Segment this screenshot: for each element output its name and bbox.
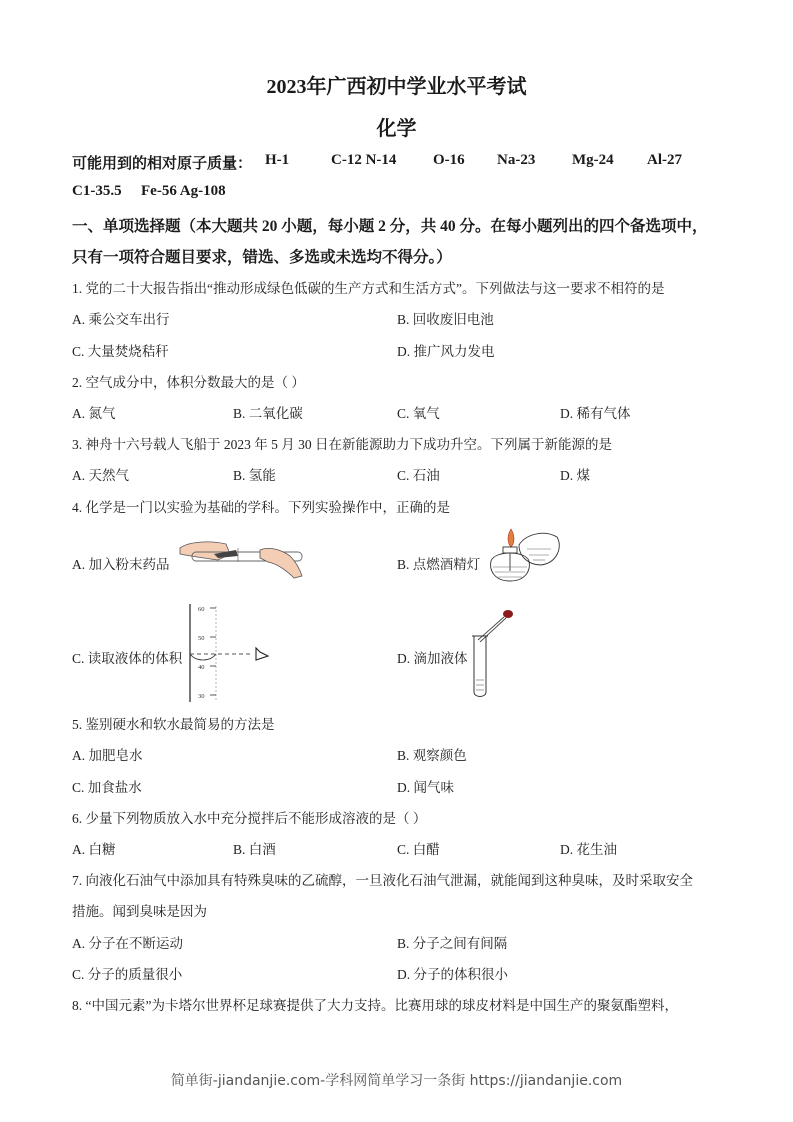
question-6-option-d: D. 花生油 xyxy=(560,842,617,857)
exam-title: 2023年广西初中学业水平考试 xyxy=(266,76,527,98)
graduated-cylinder-illustration xyxy=(186,604,276,702)
question-6-option-b: B. 白酒 xyxy=(233,842,276,857)
question-4-option-d: D. 滴加液体 xyxy=(397,651,468,666)
question-7-option-c: C. 分子的质量很小 xyxy=(72,967,183,982)
question-3-option-d: D. 煤 xyxy=(560,468,590,483)
dropper-test-tube-illustration xyxy=(472,606,520,700)
atomic-mass-na: Na-23 xyxy=(497,152,536,168)
question-5-option-d: D. 闻气味 xyxy=(397,780,454,795)
question-7-option-d: D. 分子的体积很小 xyxy=(397,967,508,982)
question-2-option-d: D. 稀有气体 xyxy=(560,406,631,421)
atomic-mass-label: 可能用到的相对原子质量： xyxy=(72,156,253,172)
question-2-option-c: C. 氧气 xyxy=(397,406,440,421)
question-6-option-a: A. 白糖 xyxy=(72,842,116,857)
question-1-option-c: C. 大量焚烧秸秆 xyxy=(72,344,169,359)
atomic-mass-c-n: C-12 N-14 xyxy=(331,152,397,168)
question-1-option-a: A. 乘公交车出行 xyxy=(72,312,170,327)
question-5-option-a: A. 加肥皂水 xyxy=(72,748,143,763)
question-4-option-a: A. 加入粉末药品 xyxy=(72,557,170,572)
atomic-mass-o: O-16 xyxy=(433,152,465,168)
atomic-mass-mg: Mg-24 xyxy=(572,152,614,168)
question-7-option-a: A. 分子在不断运动 xyxy=(72,936,183,951)
question-4-stem: 4. 化学是一门以实验为基础的学科。下列实验操作中，正确的是 xyxy=(72,500,450,515)
question-1-option-d: D. 推广风力发电 xyxy=(397,344,495,359)
atomic-mass-al: Al-27 xyxy=(647,152,682,168)
question-4-option-b: B. 点燃酒精灯 xyxy=(397,557,481,572)
question-3-option-a: A. 天然气 xyxy=(72,468,129,483)
atomic-mass-fe-ag: Fe-56 Ag-108 xyxy=(141,183,226,199)
cylinder-tick-30: 30 xyxy=(198,693,205,700)
footer-watermark: 简单街-jiandanjie.com-学科网简单学习一条街 https://jiandanjie.com xyxy=(170,1073,623,1089)
cylinder-tick-40: 40 xyxy=(198,664,205,671)
question-3-stem: 3. 神舟十六号载人飞船于 2023 年 5 月 30 日在新能源助力下成功升空。下列属于新能源的是 xyxy=(72,437,612,452)
question-6-stem: 6. 少量下列物质放入水中充分搅拌后不能形成溶液的是（ ） xyxy=(72,811,427,826)
question-3-option-b: B. 氢能 xyxy=(233,468,276,483)
question-1-stem: 1. 党的二十大报告指出“推动形成绿色低碳的生产方式和生活方式”。下列做法与这一要求不相符的是 xyxy=(72,281,665,296)
question-1-option-b: B. 回收废旧电池 xyxy=(397,312,494,327)
question-3-option-c: C. 石油 xyxy=(397,468,440,483)
question-2-option-a: A. 氮气 xyxy=(72,406,116,421)
question-5-option-b: B. 观察颜色 xyxy=(397,748,467,763)
section-heading-line1: 一、单项选择题（本大题共 20 小题，每小题 2 分，共 40 分。在每小题列出的四个备选项中， xyxy=(72,218,708,235)
question-6-option-c: C. 白醋 xyxy=(397,842,440,857)
exam-subject: 化学 xyxy=(376,118,417,140)
atomic-mass-h: H-1 xyxy=(265,152,290,168)
cylinder-tick-50: 50 xyxy=(198,635,205,642)
question-5-stem: 5. 鉴别硬水和软水最简易的方法是 xyxy=(72,717,275,732)
cylinder-tick-60: 60 xyxy=(198,606,205,613)
powder-adding-illustration xyxy=(178,530,308,582)
question-7-stem-line2: 措施。闻到臭味是因为 xyxy=(72,904,207,919)
question-4-option-c: C. 读取液体的体积 xyxy=(72,651,183,666)
question-8-stem: 8. “中国元素”为卡塔尔世界杯足球赛提供了大力支持。比赛用球的球皮材料是中国生产的聚氨酯塑料， xyxy=(72,998,678,1013)
question-5-option-c: C. 加食盐水 xyxy=(72,780,142,795)
question-7-option-b: B. 分子之间有间隔 xyxy=(397,936,508,951)
section-heading-line2: 只有一项符合题目要求，错选、多选或未选均不得分。） xyxy=(72,249,452,266)
question-2-option-b: B. 二氧化碳 xyxy=(233,406,303,421)
question-7-stem-line1: 7. 向液化石油气中添加具有特殊臭味的乙硫醇，一旦液化石油气泄漏，就能闻到这种臭味，及时采取安全 xyxy=(72,873,693,888)
atomic-mass-cl: C1-35.5 xyxy=(72,183,122,199)
question-2-stem: 2. 空气成分中，体积分数最大的是（ ） xyxy=(72,375,305,390)
alcohol-lamp-illustration xyxy=(485,527,565,587)
